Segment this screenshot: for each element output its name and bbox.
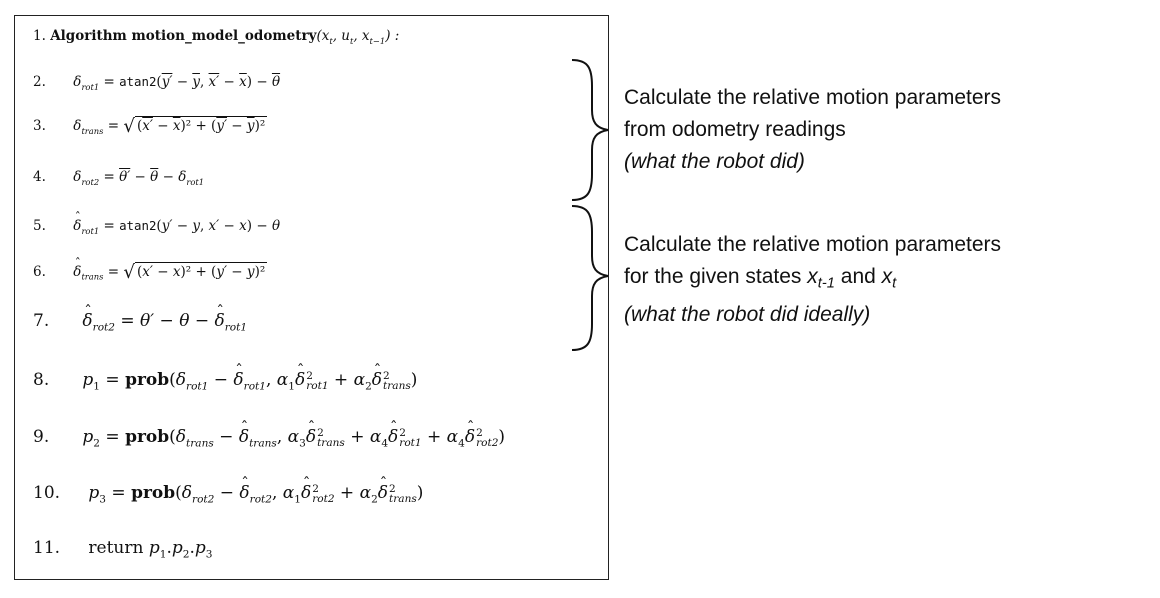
line-number: 8. [33,370,50,390]
annotation-prefix: for the given states [624,265,802,288]
algorithm-title: Algorithm motion_model_odometry [50,28,317,44]
right-curly-brace-odometry [572,60,608,200]
algorithm-line-6: 6. ˆ $\delta_{trans}$ = √ (x′ − x)² + (y′ − y)² [33,262,267,283]
algorithm-line-9: 9. $p_2$ = $prob(\delta_{trans}$ − ˆ $\delta_{trans}$, $\alpha_3ˆ$ δ 2 trans + $\alpha_4ˆ$ δ 2 rot1 + $\alpha_4ˆ$ δ 2 rot2 ) [33,427,505,450]
prob-func: prob [125,370,170,390]
return-keyword: return [88,538,144,558]
annotation-text: from odometry readings [624,118,846,141]
state-var-curr-sub: t [892,275,897,292]
prob-func: prob [131,483,176,503]
line-number: 5. [33,218,46,234]
algorithm-line-5: 5. ˆ $\delta_{rot1} = atan2(y' - y$, x′ − x) − θ [33,218,280,236]
line-number: 7. [33,311,50,331]
annotation-text: Calculate the relative motion parameters [624,86,1002,109]
atan2-func: atan2 [119,74,157,89]
algorithm-line-10: 10. $p_3$ = $prob(\delta_{rot2}$ − ˆ $\delta_{rot2}$, $\alpha_1ˆ$ δ 2 rot2 + $\alpha_2ˆ$ δ 2 trans ) [33,483,423,506]
annotation-odometry [624,82,1001,178]
curly-brace-group [566,56,616,356]
line-number: 1. [33,28,46,44]
algorithm-args: ($x_t$, $u_t$, $x_{t-1}$) : [316,28,400,46]
annotation-conj: and [840,265,876,288]
algorithm-header [33,28,399,46]
line-number: 2. [33,74,46,90]
state-var-prev: x [807,265,818,288]
algorithm-box [14,15,609,580]
line-number: 10. [33,483,61,503]
algorithm-line-8: 8. $p_1$ = $prob(\delta_{rot1}$ − ˆ $\delta_{rot1}$, $\alpha_1ˆ$ δ 2 rot1 + $\alpha_2ˆ$ δ 2 trans ) [33,370,417,393]
algorithm-line-3: 3. $\delta_{trans}$ = √ $(x' - \overline{x})^2 + (y' - \overline{y})^2$ [33,116,266,137]
state-var-curr: x [881,265,893,288]
algorithm-line-7: 7. ˆ $\delta_{rot2} = \theta' - \theta$ − ˆ $\delta_{rot1}$ [33,311,247,334]
right-curly-brace-ideal [572,206,608,350]
state-var-prev-sub: t-1 [817,275,835,292]
annotation-ideal [624,229,1001,331]
algorithm-line-4: 4. $\delta_{rot2} = \theta' - \overline{\theta} - \delta_{rot1}$ [33,169,205,187]
prob-func: prob [125,427,170,447]
line-number: 3. [33,117,46,134]
annotation-text-states [624,261,1001,299]
atan2-func: atan2 [119,218,157,233]
annotation-text: Calculate the relative motion parameters [624,233,1002,256]
algorithm-line-11: 11. return $p_1.p_2.p_3$ [33,538,213,561]
line-number: 9. [33,427,50,447]
line-number: 11. [33,538,61,558]
line-number: 6. [33,263,46,280]
annotation-note: (what the robot did ideally) [624,303,871,327]
algorithm-line-2: 2. $\delta_{rot1} = atan2(y' - \overline{y}$, $x' - \overline{x}) - \overline{\theta}$ [33,74,281,92]
line-number: 4. [33,169,46,185]
annotation-note: (what the robot did) [624,150,805,173]
